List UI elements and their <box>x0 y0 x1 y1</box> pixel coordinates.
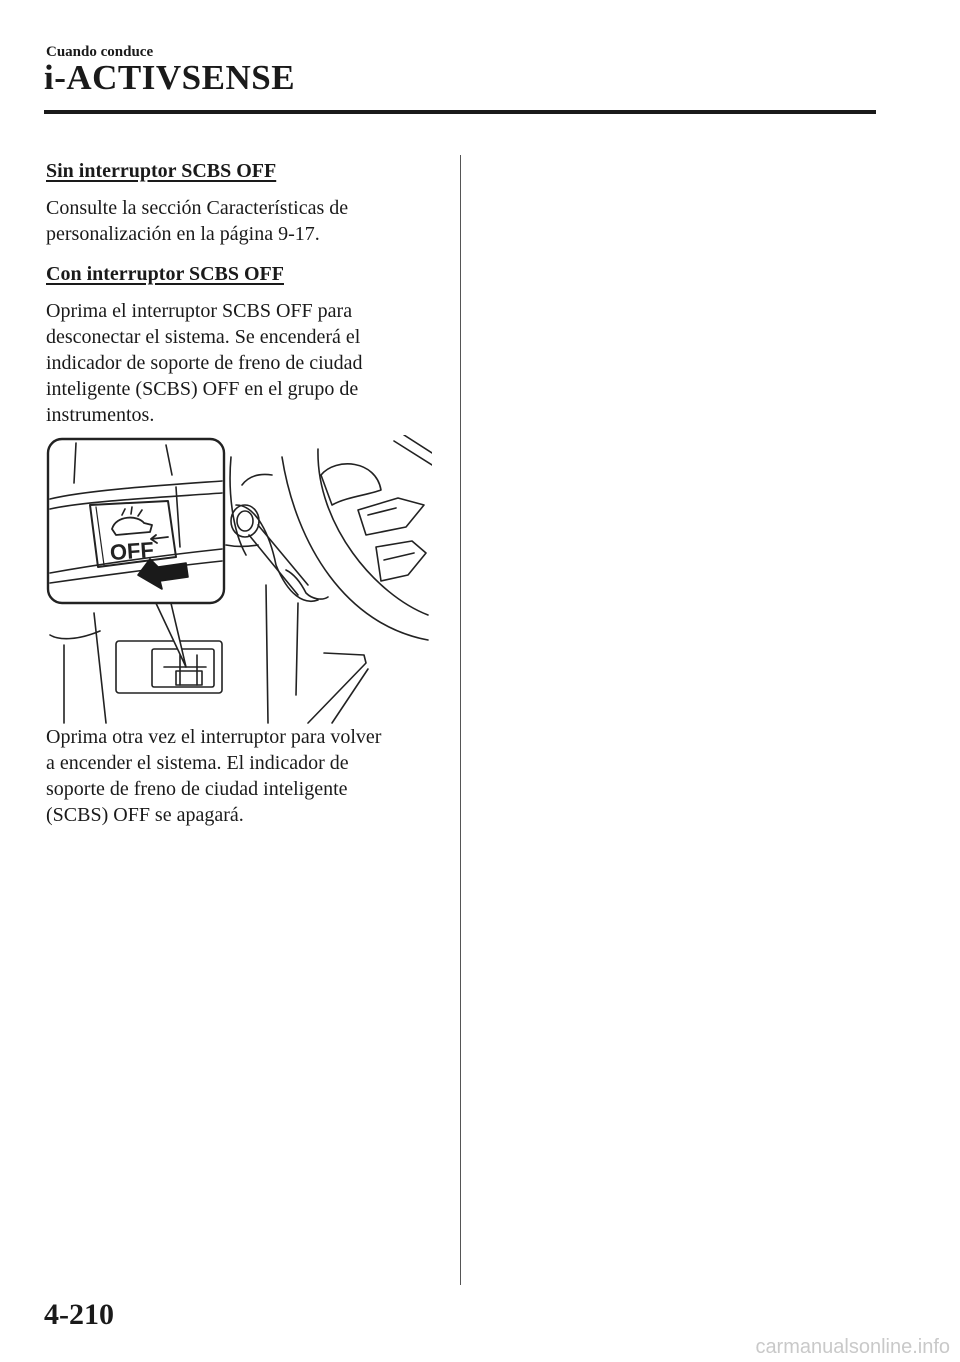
paragraph-press-switch-on: Oprima otra vez el interruptor para volver a encender el sistema. El indicador de soporte de freno de ciudad inteligente (SCBS) OFF se apagará. <box>46 726 382 826</box>
column-divider <box>460 155 461 1285</box>
section-label: Cuando conduce <box>46 44 154 60</box>
paragraph-customization-reference: Consulte la sección Características de personalización en la página 9-17. <box>46 197 349 245</box>
switch-off-label: OFF <box>109 537 155 566</box>
steering-wheel-rim <box>282 457 428 640</box>
left-column <box>46 160 446 428</box>
callout-pointer <box>154 599 186 667</box>
subheading-with-switch: Con interruptor SCBS OFF <box>46 263 284 285</box>
right-paragraph-wrap <box>46 724 446 828</box>
page-number: 4-210 <box>44 1298 114 1331</box>
scbs-switch-illustration <box>46 435 432 725</box>
chapter-title: i-ACTIVSENSE <box>44 58 296 97</box>
header-rule <box>44 110 876 114</box>
watermark: carmanualsonline.info <box>755 1336 950 1358</box>
paragraph-press-switch-off: Oprima el interruptor SCBS OFF para desconectar el sistema. Se encenderá el indicador de soporte de freno de ciudad inteligente (SCBS) OFF en el grupo de instrumentos. <box>46 300 363 426</box>
subheading-without-switch: Sin interruptor SCBS OFF <box>46 160 277 182</box>
